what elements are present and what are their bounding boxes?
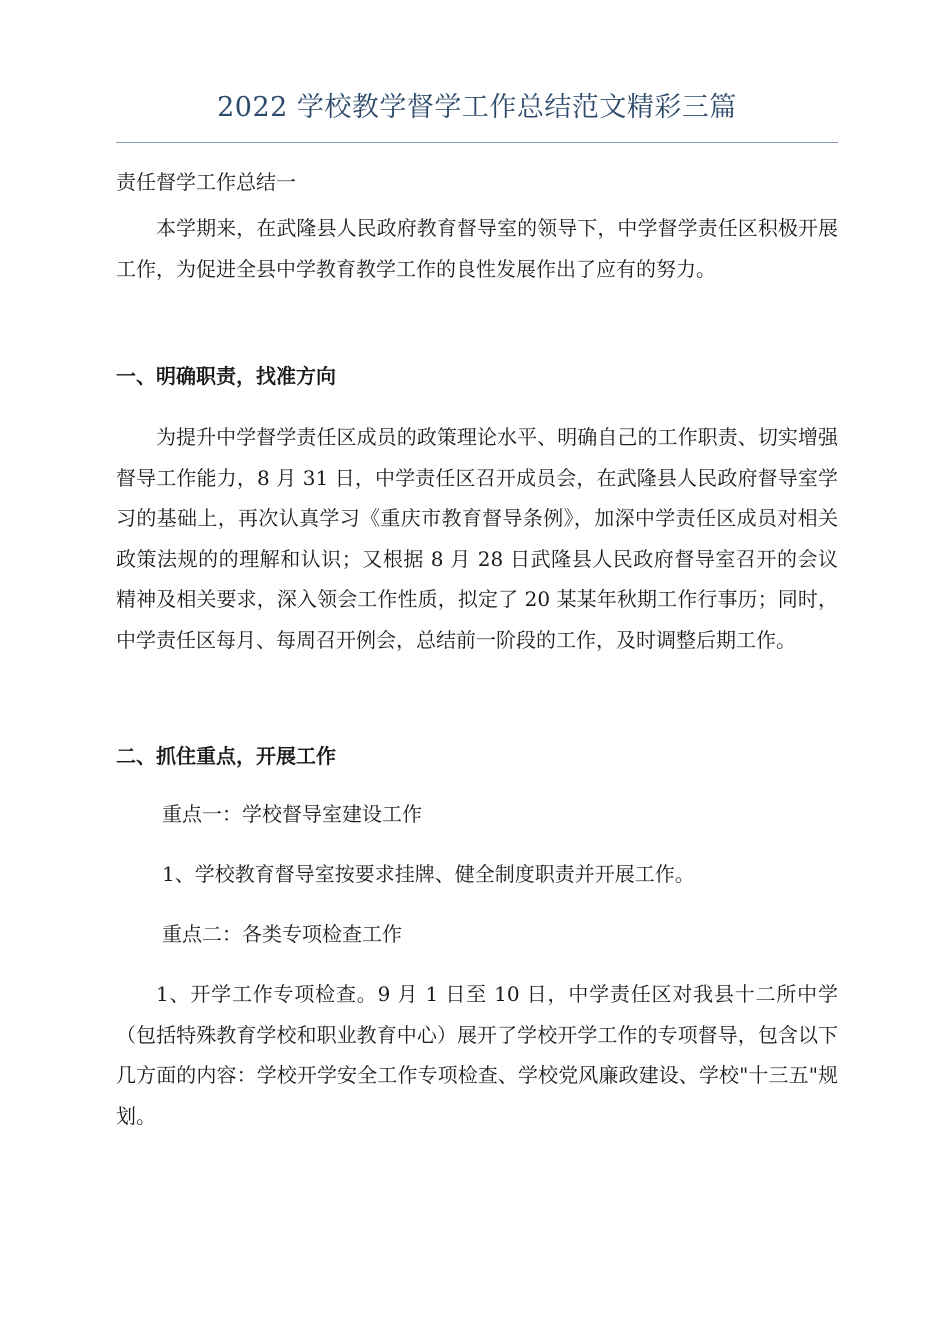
focus-2-item-1: 1、开学工作专项检查。9 月 1 日至 10 日，中学责任区对我县十二所中学（包括特殊教育学校和职业教育中心）展开了学校开学工作的专项督导，包含以下几方面的内容：学校开学安全工作专项检查、学校党风廉政建设、学校"十三五"规划。 [116,982,838,1128]
focus-1-heading: 重点一：学校督导室建设工作 [162,802,422,826]
section-heading-2: 二、抓住重点，开展工作 [116,744,336,768]
focus-2-heading: 重点二：各类专项检查工作 [162,922,402,946]
document-title: 2022 学校教学督学工作总结范文精彩三篇 [217,92,737,123]
intro-paragraph: 本学期来，在武隆县人民政府教育督导室的领导下，中学督学责任区积极开展工作，为促进全县中学教育教学工作的良性发展作出了应有的努力。 [116,216,838,281]
section-heading-1: 一、明确职责，找准方向 [116,364,336,388]
section-1-paragraph: 为提升中学督学责任区成员的政策理论水平、明确自己的工作职责、切实增强督导工作能力，8 月 31 日，中学责任区召开成员会，在武隆县人民政府督导室学习的基础上，再次认真学习《重庆市教育督导条例》，加深中学责任区成员对相关政策法规的的理解和认识；又根据 8 月 28 日武隆县人民政府督导室召开的会议精神及相关要求，深入领会工作性质，拟定了 20 某某年秋期工作行事历；同时，中学责任区每月、每周召开例会，总结前一阶段的工作，及时调整后期工作。 [116,425,838,652]
focus-1-item-1: 1、学校教育督导室按要求挂牌、健全制度职责并开展工作。 [162,862,695,886]
section-subtitle: 责任督学工作总结一 [116,170,296,194]
title-divider [116,142,838,143]
